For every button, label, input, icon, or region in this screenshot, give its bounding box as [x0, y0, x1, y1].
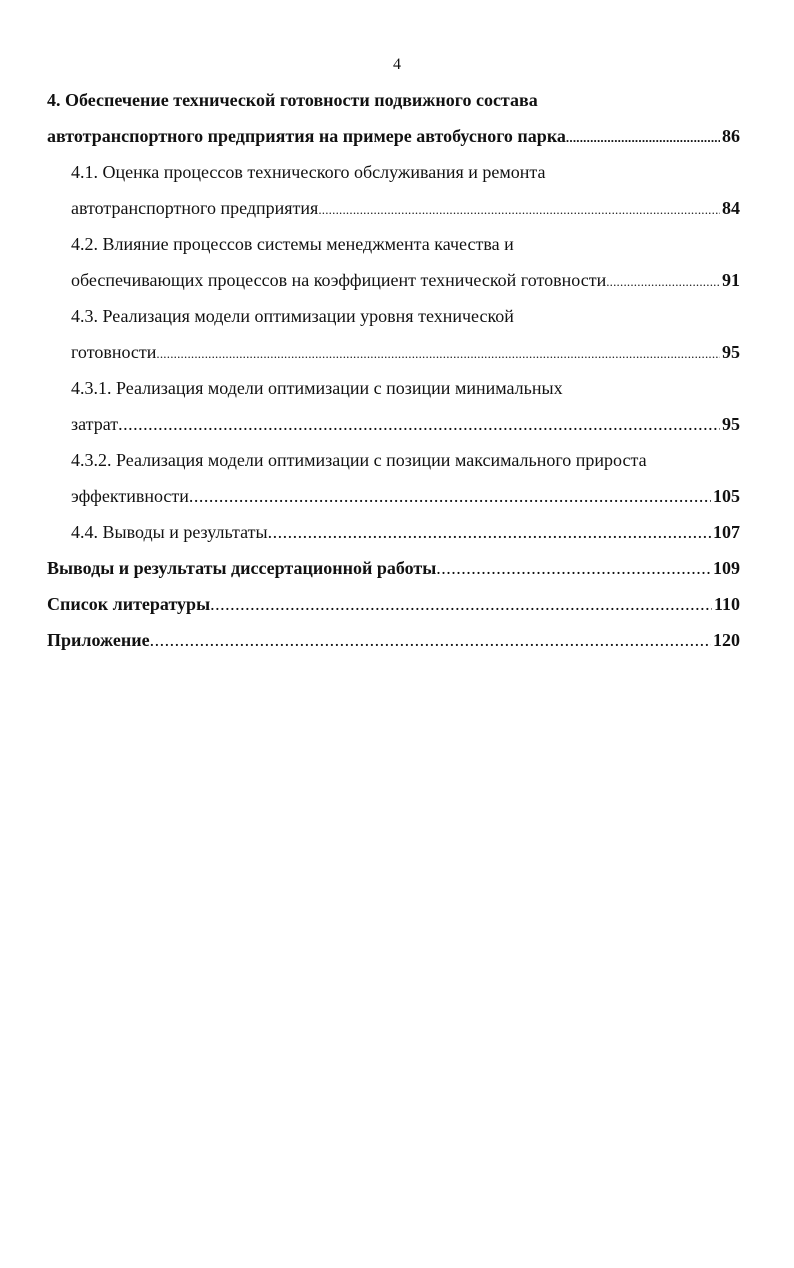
toc-page-number: 95 — [722, 414, 740, 434]
toc-entry-text: Выводы и результаты диссертационной работы — [47, 558, 437, 578]
toc-entry-text: готовности — [71, 342, 157, 362]
toc-entry-text: обеспечивающих процессов на коэффициент технической готовности — [71, 270, 607, 290]
toc-entry-text: 4.4. Выводы и результаты — [71, 522, 268, 542]
toc-entry-s431-line2[interactable] — [47, 410, 740, 446]
toc-entry-s431-line1[interactable] — [47, 374, 740, 410]
toc-entry-text: Приложение — [47, 630, 150, 650]
toc-entry-text: 4.3.2. Реализация модели оптимизации с позиции максимального прироста — [71, 450, 647, 470]
toc-entry-s42-line2[interactable] — [47, 266, 740, 302]
toc-entry-text: эффективности — [71, 486, 189, 506]
toc-page-number: 95 — [722, 342, 740, 362]
dot-leader — [156, 340, 720, 368]
toc-page-number: 107 — [713, 522, 740, 542]
page-number: 4 — [393, 56, 401, 73]
table-of-contents — [47, 86, 740, 662]
toc-page-number: 110 — [713, 594, 740, 614]
toc-entry-s44[interactable] — [47, 518, 740, 554]
toc-entry-s42-line1[interactable] — [47, 230, 740, 266]
toc-entry-ch4-line1[interactable] — [47, 86, 740, 122]
toc-entry-s43-line1[interactable] — [47, 302, 740, 338]
toc-entry-s41-line1[interactable] — [47, 158, 740, 194]
dot-leader — [150, 626, 711, 654]
dot-leader — [189, 482, 711, 510]
toc-entry-references[interactable] — [47, 590, 740, 626]
toc-entry-conclusions[interactable] — [47, 554, 740, 590]
dot-leader — [268, 518, 711, 546]
dot-leader — [606, 268, 720, 296]
dot-leader — [436, 554, 711, 582]
toc-page-number: 109 — [713, 558, 740, 578]
toc-entry-s41-line2[interactable] — [47, 194, 740, 230]
toc-entry-ch4-line2[interactable] — [47, 122, 740, 158]
dot-leader — [118, 410, 720, 438]
dot-leader — [210, 590, 712, 618]
toc-page-number: 84 — [722, 198, 740, 218]
toc-entry-text: автотранспортного предприятия — [71, 198, 319, 218]
toc-entry-s43-line2[interactable] — [47, 338, 740, 374]
toc-entry-text: 4.3.1. Реализация модели оптимизации с позиции минимальных — [71, 378, 563, 398]
toc-entry-text: 4.2. Влияние процессов системы менеджмента качества и — [71, 234, 514, 254]
toc-entry-text: 4. Обеспечение технической готовности подвижного состава — [47, 90, 538, 110]
toc-page-number: 120 — [713, 630, 740, 650]
toc-entry-s432-line2[interactable] — [47, 482, 740, 518]
toc-entry-s432-line1[interactable] — [47, 446, 740, 482]
toc-page-number: 105 — [713, 486, 740, 506]
toc-entry-text: автотранспортного предприятия на примере автобусного парка — [47, 126, 566, 146]
toc-entry-text: затрат — [71, 414, 119, 434]
dot-leader — [566, 124, 720, 152]
dot-leader — [318, 196, 720, 224]
toc-page-number: 91 — [722, 270, 740, 290]
toc-entry-text: 4.1. Оценка процессов технического обслуживания и ремонта — [71, 162, 546, 182]
toc-page-number: 86 — [722, 126, 740, 146]
toc-entry-appendix[interactable] — [47, 626, 740, 662]
toc-entry-text: 4.3. Реализация модели оптимизации уровня технической — [71, 306, 514, 326]
toc-entry-text: Список литературы — [47, 594, 211, 614]
